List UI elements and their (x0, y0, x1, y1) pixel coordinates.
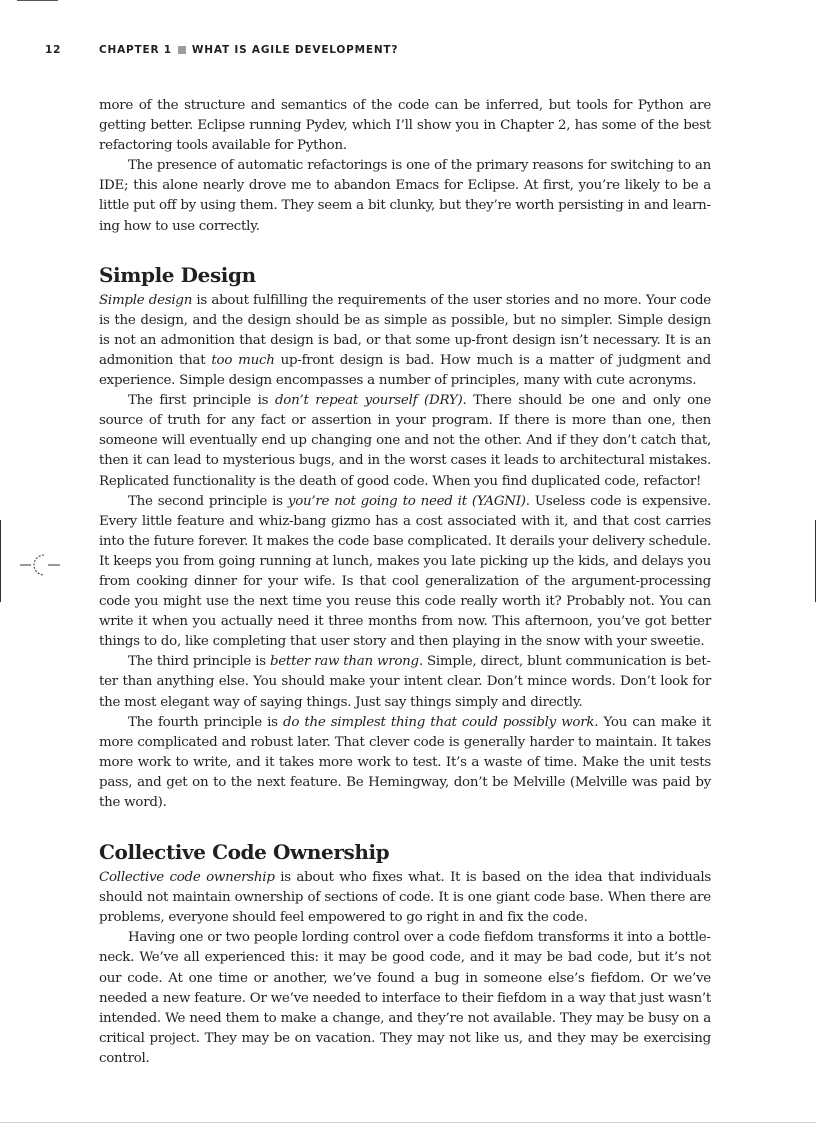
registration-mark-icon (20, 552, 60, 578)
paragraph: more of the structure and semantics of the code can be inferred, but tools for Python are getting better. Eclipse running Pydev, which I’ll show you in Chapter 2, has some of the best refactoring tools available for Python. (99, 98, 711, 154)
principle-name: do the simplest thing that could possibly work (283, 714, 595, 730)
section-heading-simple-design: Simple Design (99, 262, 256, 287)
defined-term: Collective code ownership (99, 870, 275, 886)
paragraph: The third principle is better raw than wrong. Simple, direct, blunt communication is better than anything else. You should make your intent clear. Don’t mince words. Don’t look for the most elegant way of saying things. Just say things simply and directly. (99, 654, 711, 710)
binding-mark-left (0, 520, 1, 602)
chapter-label: CHAPTER 1 (99, 44, 172, 56)
running-head (45, 44, 745, 60)
paragraph: The presence of automatic refactorings is one of the primary reasons for switching to an IDE; this alone nearly drove me to abandon Emacs for Eclipse. At first, you’re likely to be a little put off by using them. They seem a bit clunky, but they’re worth persisting in and learning how to use correctly. (99, 158, 711, 234)
principle-name: you’re not going to need it (YAGNI) (287, 493, 526, 509)
paragraph: The fourth principle is do the simplest thing that could possibly work. You can make it more complicated and robust later. That clever code is generally harder to maintain. It takes more work to write, and it takes more work to test. It’s a waste of time. Make the unit tests pass, and get on to the next feature. Be Hemingway, don’t be Melville (Melville was paid by the word). (99, 714, 711, 810)
section-heading-collective-code-ownership: Collective Code Ownership (99, 840, 390, 865)
defined-term: Simple design (99, 292, 193, 308)
emphasis: too much (211, 352, 275, 368)
paragraph: Having one or two people lording control over a code fiefdom transforms it into a bottleneck. We’ve all experienced this: it may be good code, and it may be bad code, but it’s not our code. At one time or another, we’ve found a bug in someone else’s fiefdom. Or we’ve needed a new feature. Or we’ve needed to interface to their fiefdom in a way that just wasn’t intended. We need them to make a change, and they’re not available. They may be busy on a critical project. They may be on vacation. They may not like us, and they may be exercising control. (99, 930, 711, 1066)
square-bullet-icon (178, 46, 186, 54)
page-number: 12 (45, 44, 62, 56)
paragraph: The second principle is you’re not going to need it (YAGNI). Useless code is expensive. Every little feature and whiz-bang gizmo has a cost associated with it, and that cost carries into the future forever. It makes the code base complicated. It derails your delivery schedule. It keeps you from going running at lunch, makes you late picking up the kids, and delays you from cooking dinner for your wife. Is that cool generalization of the argument-processing code you might use the next time you reuse this code really worth it? Probably not. You can write it when you actually need it three months from now. This afternoon, you’ve got better things to do, like completing that user story and then playing in the snow with your sweetie. (99, 493, 712, 650)
chapter-heading (99, 44, 398, 56)
chapter-title: WHAT IS AGILE DEVELOPMENT? (191, 44, 399, 56)
page-body (99, 96, 711, 1069)
paragraph: Simple design is about fulfilling the requirements of the user stories and no more. Your code is the design, and the design should be as simple as possible, but no simpler. Simple design is not an admonition that design is bad, or that some up-front design isn’t necessary. It is an admonition that too much up-front design is bad. How much is a matter of judgment and experience. Simple design encompasses a number of principles, many with cute acronyms. (99, 292, 711, 389)
paragraph: The first principle is don’t repeat yourself (DRY). There should be one and only one source of truth for any fact or assertion in your program. If there is more than one, then someone will eventually end up changing one and not the other. And if they don’t catch that, then it can lead to mysterious bugs, and in the worst cases it leads to architectural mistakes. Replicated functionality is the death of good code. When you find duplicated code, refactor! (99, 393, 712, 489)
paragraph: Collective code ownership is about who fixes what. It is based on the idea that individuals should not maintain ownership of sections of code. It is one giant code base. When there are problems, everyone should feel empowered to go right in and fix the code. (99, 870, 711, 926)
crop-mark-top (17, 0, 58, 1)
principle-name: don’t repeat yourself (DRY) (274, 393, 463, 409)
principle-name: better raw than wrong (269, 654, 419, 670)
